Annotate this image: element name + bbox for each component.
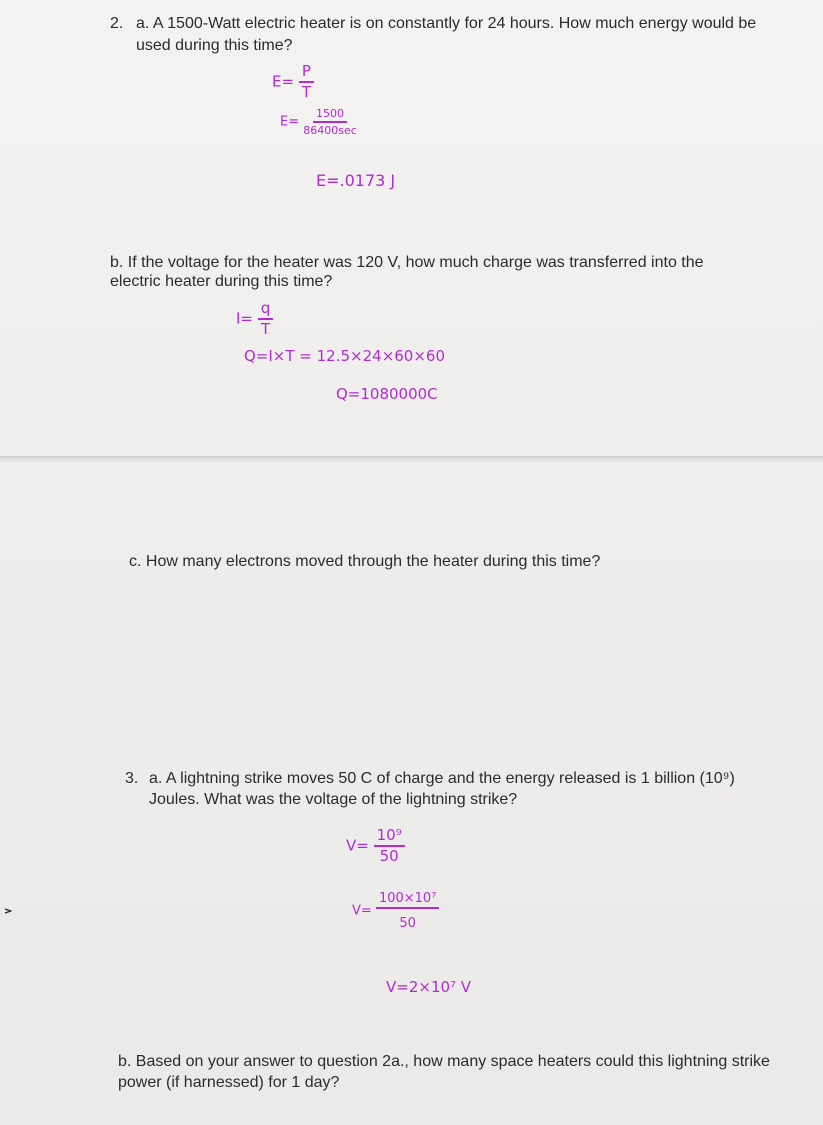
q3b-text-line1: b. Based on your answer to question 2a., how many space heaters could this lightning strike bbox=[118, 1053, 770, 1070]
q2a-sub-numerator: 1500 bbox=[313, 108, 347, 123]
q3b-text-line2: power (if harnessed) for 1 day? bbox=[118, 1074, 340, 1091]
q2b-text-line1: b. If the voltage for the heater was 120 V, how much charge was transferred into the bbox=[110, 254, 704, 271]
q3a-answer: V=2×10⁷ V bbox=[386, 978, 472, 996]
q2a-formula-numerator: P bbox=[299, 64, 314, 83]
q2a-answer: E=.0173 J bbox=[316, 171, 396, 190]
q2b-formula: I= $\frac{q}{T}$ bbox=[236, 301, 273, 337]
q2a-text-line1: a. A 1500-Watt electric heater is on constantly for 24 hours. How much energy would be bbox=[136, 15, 757, 32]
q3a-formula-denominator: 50 bbox=[379, 847, 399, 865]
q2-number: 2. bbox=[110, 15, 124, 32]
q3a-formula-numerator: 10⁹ bbox=[374, 828, 405, 847]
q3a-sub-numerator: 100×10⁷ bbox=[376, 892, 439, 909]
page-divider bbox=[0, 456, 823, 463]
q3a-text-line1: a. A lightning strike moves 50 C of charge and the energy released is 1 billion (10⁹) bbox=[149, 770, 735, 787]
q2a-sub-denominator: 86400sec bbox=[303, 124, 357, 137]
q2b-text-line2: electric heater during this time? bbox=[110, 273, 333, 290]
margin-mark bbox=[4, 906, 12, 912]
q2c-text: c. How many electrons moved through the heater during this time? bbox=[129, 553, 601, 570]
q3a-text-line2: Joules. What was the voltage of the lightning strike? bbox=[149, 791, 518, 808]
q2a-text-line2: used during this time? bbox=[136, 37, 293, 54]
q2a-substitution: E= $\frac{1500}{86400\sec}$ bbox=[280, 107, 357, 137]
q2b-substitution: Q=I×T = 12.5×24×60×60 bbox=[244, 347, 445, 365]
q3-number: 3. bbox=[125, 770, 139, 787]
margin-tick-icon bbox=[4, 908, 12, 914]
q2b-formula-numerator: q bbox=[258, 301, 274, 320]
q3a-substitution: V= $\frac{\text{100×10⁷}}{50}$ bbox=[352, 892, 439, 930]
q2b-formula-denominator: T bbox=[260, 320, 271, 338]
q2a-formula: E= $\frac{P}{T}$ bbox=[272, 64, 314, 100]
q2b-answer: Q=1080000C bbox=[336, 385, 438, 403]
q3a-formula: V= $\frac{\text{10⁹}}{50}$ bbox=[346, 828, 405, 864]
q2a-formula-denominator: T bbox=[301, 83, 311, 101]
q3a-sub-denominator: 50 bbox=[399, 916, 416, 931]
